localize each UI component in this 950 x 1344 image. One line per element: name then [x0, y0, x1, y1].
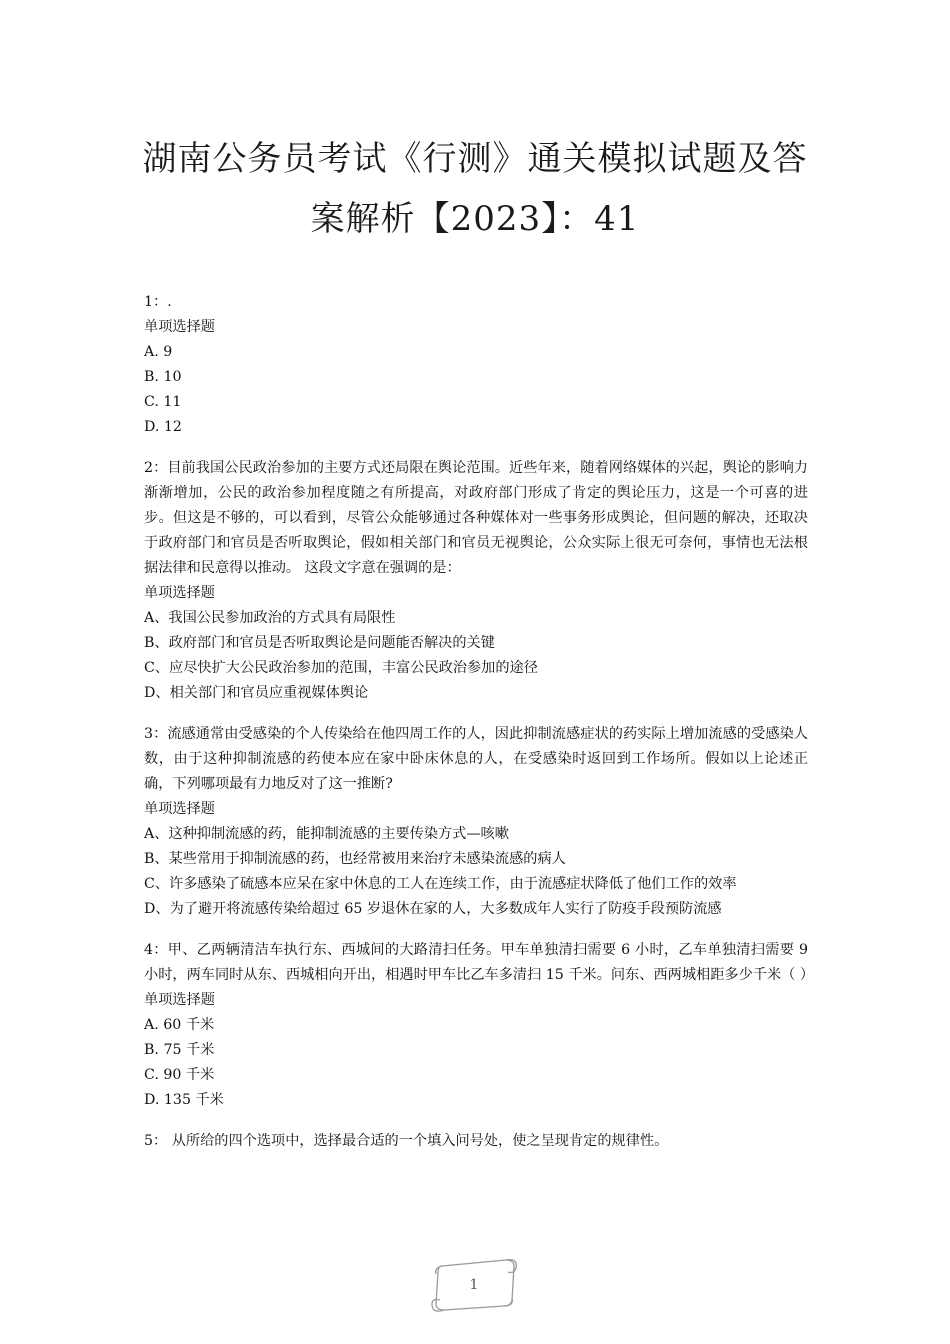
- question-type: 单项选择题: [144, 319, 215, 335]
- option-c: C. 11: [144, 394, 182, 410]
- option-a: A. 9: [144, 344, 173, 360]
- option-d: D、相关部门和官员应重视媒体舆论: [144, 685, 369, 701]
- question-text: 4：甲、乙两辆清洁车执行东、西城间的大路清扫任务。甲车单独清扫需要 6 小时，乙车单独清扫需要 9 小时，两车同时从东、西城相向开出，相遇时甲车比乙车多清扫 15 千米。问东、西两城相距多少千米（ ）: [144, 942, 815, 983]
- question-text: 5： 从所给的四个选项中，选择最合适的一个填入问号处，使之呈现肯定的规律性。: [144, 1133, 669, 1149]
- option-c: C、应尽快扩大公民政治参加的范围，丰富公民政治参加的途径: [144, 660, 538, 676]
- option-b: B. 10: [144, 369, 182, 385]
- question-1: [144, 290, 808, 440]
- document-title-line-2: 案解析【2023】：41: [310, 199, 640, 239]
- option-d: D. 12: [144, 419, 182, 435]
- question-4: [144, 938, 815, 1113]
- question-text: 2：目前我国公民政治参加的主要方式还局限在舆论范围。近些年来，随着网络媒体的兴起，舆论的影响力渐渐增加，公民的政治参加程度随之有所提高，对政府部门形成了肯定的舆论压力，这是一个可喜的进步。但这是不够的，可以看到，尽管公众能够通过各种媒体对一些事务形成舆论，但问题的解决，还取决于政府部门和官员是否听取舆论，假如相关部门和官员无视舆论，公众实际上很无可奈何，事情也无法根据法律和民意得以推动。 这段文字意在强调的是：: [144, 460, 808, 576]
- option-d: D、为了避开将流感传染给超过 65 岁退休在家的人，大多数成年人实行了防疫手段预防流感: [144, 901, 722, 917]
- option-c: C. 90 千米: [144, 1067, 215, 1083]
- document-title-line-1: 湖南公务员考试《行测》通关模拟试题及答: [142, 139, 808, 179]
- page-number: 1: [469, 1277, 479, 1293]
- option-b: B、某些常用于抑制流感的药，也经常被用来治疗未感染流感的病人: [144, 851, 566, 867]
- option-a: A、这种抑制流感的药，能抑制流感的主要传染方式—咳嗽: [144, 826, 509, 842]
- question-text: 3：流感通常由受感染的个人传染给在他四周工作的人，因此抑制流感症状的药实际上增加流感的受感染人数，由于这种抑制流感的药使本应在家中卧床休息的人，在受感染时返回到工作场所。假如以上论述正确，下列哪项最有力地反对了这一推断?: [144, 726, 808, 792]
- question-type: 单项选择题: [144, 585, 215, 601]
- question-3: [144, 722, 808, 922]
- option-a: A、我国公民参加政治的方式具有局限性: [144, 610, 396, 626]
- question-type: 单项选择题: [144, 801, 215, 817]
- option-b: B、政府部门和官员是否听取舆论是问题能否解决的关键: [144, 635, 495, 651]
- question-type: 单项选择题: [144, 992, 215, 1008]
- question-text: 1：.: [144, 294, 172, 310]
- question-list: [144, 290, 815, 1170]
- page-footer: [428, 1252, 520, 1318]
- question-2: [144, 456, 808, 706]
- option-b: B. 75 千米: [144, 1042, 215, 1058]
- question-5: [144, 1129, 808, 1154]
- option-c: C、许多感染了硫感本应呆在家中休息的工人在连续工作，由于流感症状降低了他们工作的效率: [144, 876, 737, 892]
- option-a: A. 60 千米: [144, 1017, 215, 1033]
- option-d: D. 135 千米: [144, 1092, 224, 1108]
